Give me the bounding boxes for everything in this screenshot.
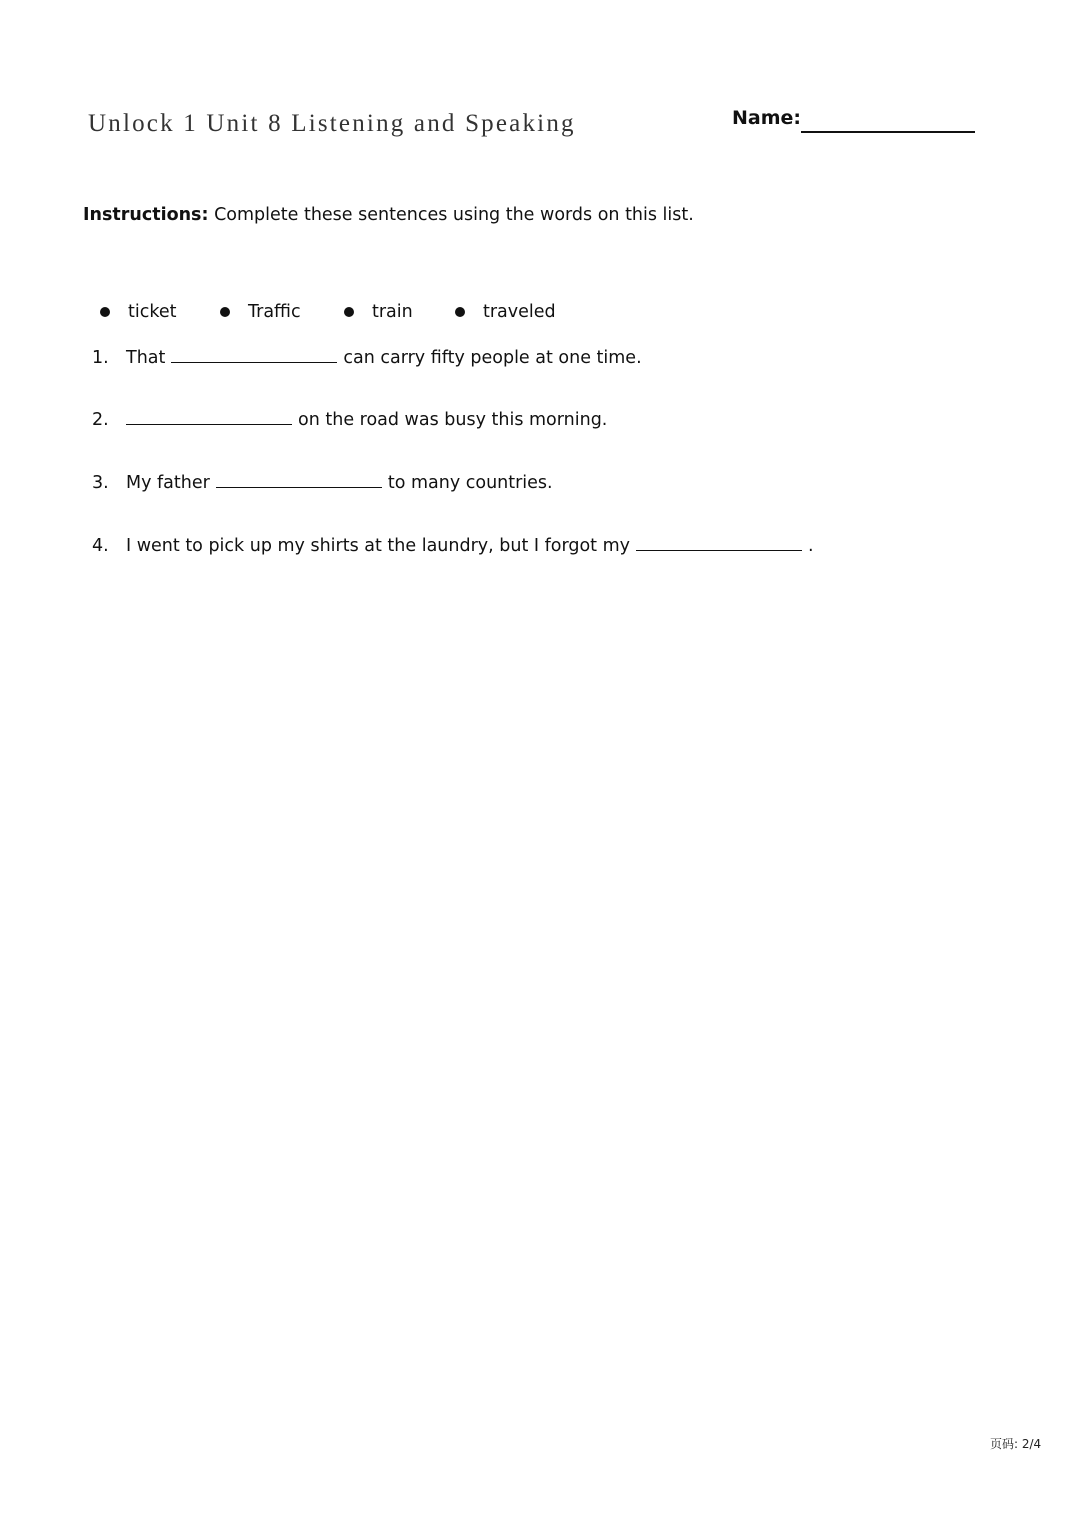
question-2 [92, 410, 607, 430]
bullet-icon [455, 307, 465, 317]
question-text-before: I went to pick up my shirts at the laundry, but I forgot my [126, 536, 631, 556]
word-bank-word: ticket [128, 302, 177, 322]
question-text-after: . [808, 536, 814, 556]
word-bank-item [220, 302, 301, 322]
question-text-after: to many countries. [387, 473, 553, 493]
question-1 [92, 348, 642, 368]
word-bank [0, 302, 1080, 328]
word-bank-word: Traffic [248, 302, 301, 322]
instructions-text: Complete these sentences using the words on this list. [214, 205, 694, 225]
answer-blank[interactable] [636, 549, 802, 551]
name-blank-line [801, 131, 975, 133]
question-number: 2. [92, 410, 109, 430]
word-bank-word: traveled [483, 302, 556, 322]
question-3 [92, 473, 553, 493]
instructions [83, 205, 694, 225]
answer-blank[interactable] [171, 361, 337, 363]
word-bank-word: train [372, 302, 413, 322]
name-label: Name: [732, 107, 802, 129]
question-text-before: My father [126, 473, 210, 493]
question-text-after: on the road was busy this morning. [298, 410, 608, 430]
worksheet-title: Unlock 1 Unit 8 Listening and Speaking [88, 110, 576, 137]
question-4 [92, 536, 814, 556]
bullet-icon [220, 307, 230, 317]
question-number: 3. [92, 473, 109, 493]
answer-blank[interactable] [216, 486, 382, 488]
instructions-label: Instructions: [83, 205, 209, 225]
word-bank-item [100, 302, 176, 322]
word-bank-item [344, 302, 413, 322]
page-number: 页码: 2/4 [990, 1437, 1042, 1451]
bullet-icon [100, 307, 110, 317]
question-number: 4. [92, 536, 109, 556]
bullet-icon [344, 307, 354, 317]
question-text-before: That [126, 348, 166, 368]
word-bank-item [455, 302, 556, 322]
question-number: 1. [92, 348, 109, 368]
question-text-after: can carry fifty people at one time. [343, 348, 642, 368]
answer-blank[interactable] [126, 423, 292, 425]
